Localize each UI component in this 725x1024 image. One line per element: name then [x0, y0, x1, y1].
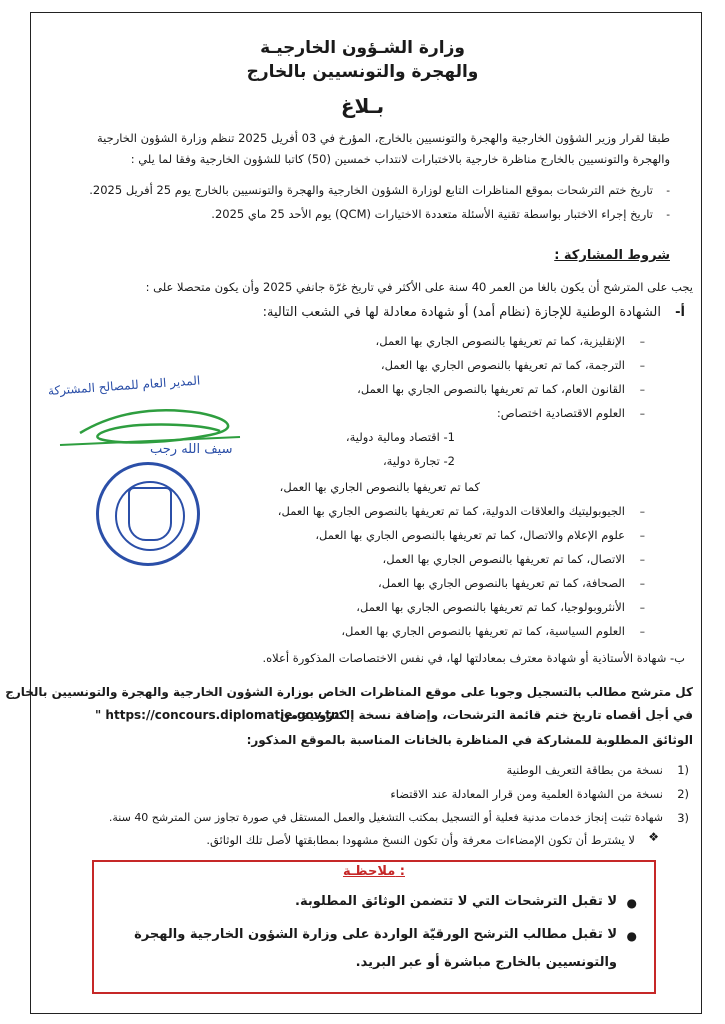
list-item: الصحافة، كما تم تعريفها بالنصوص الجاري بها العمل، — [378, 576, 625, 590]
intro-bullet1: تاريخ ختم الترشحات بموقع المناظرات التابع لوزارة الشؤون الخارجية والهجرة والتونسيين بالخارج يوم 25 أفريل 2025. — [89, 183, 653, 197]
official-stamp — [96, 462, 200, 566]
sub-item: 2- تجارة دولية، — [382, 454, 455, 468]
ministry-line2: والهجرة والتونسيين بالخارج — [246, 62, 479, 82]
list-dash: – — [639, 602, 645, 614]
list-item: الاتصال، كما تم تعريفها بالنصوص الجاري بها العمل، — [382, 552, 625, 566]
list-dash: – — [639, 360, 645, 372]
list-item: العلوم السياسية، كما تم تعريفها بالنصوص الجاري بها العمل، — [341, 624, 625, 638]
registration-line3: الوثائق المطلوبة للمشاركة في المناظرة بالخانات المناسبة بالموقع المذكور: — [246, 733, 693, 747]
notice-title: ملاحظـة : — [342, 864, 405, 879]
list-dash: – — [639, 384, 645, 396]
registration-line2: في أجل أقصاه تاريخ ختم قائمة الترشحات، وإضافة نسخة إلكترونية من — [279, 708, 693, 722]
list-item: الترجمة، كما تم تعريفها بالنصوص الجاري بها العمل، — [380, 358, 625, 372]
doc-number: 1) — [677, 763, 689, 777]
list-dash: – — [639, 626, 645, 638]
doc-item: نسخة من الشهادة العلمية ومن قرار المعادلة عند الاقتضاء — [390, 787, 663, 801]
bullet-icon: ● — [626, 929, 637, 943]
list-item: علوم الإعلام والاتصال، كما تم تعريفها بالنصوص الجاري بها العمل، — [315, 528, 625, 542]
intro-line2: والهجرة والتونسيين بالخارج مناظرة خارجية بالاختبارات لانتداب خمسين (50) كاتبا للشؤون الخارجية وفقا لما يلي : — [130, 152, 670, 166]
age-line: يجب على المترشح أن يكون بالغا من العمر 40 سنة على الأكثر في تاريخ غرّة جانفي 2025 وأن يكون متحصلا على : — [145, 280, 693, 294]
documents-note: لا يشترط أن تكون الإمضاءات معرفة وأن تكون النسخ مشهودا بمطابقتها لأصل تلك الوثائق. — [206, 833, 635, 847]
bullet-dash: - — [666, 209, 670, 221]
sub-item: 1- اقتصاد ومالية دولية، — [345, 430, 455, 444]
list-item: الأنثروبولوجيا، كما تم تعريفها بالنصوص الجاري بها العمل، — [356, 600, 625, 614]
notice-line1: لا تقبل الترشحات التي لا تتضمن الوثائق المطلوبة. — [295, 894, 617, 909]
registration-url: " https://concours.diplomatie.gov.tn " — [95, 708, 350, 722]
doc-item: شهادة تثبت إنجاز خدمات مدنية فعلية أو التسجيل بمكتب التشغيل والعمل المستقل في صورة تجاوز سن المترشح 40 سنة. — [108, 811, 663, 824]
list-dash: – — [639, 554, 645, 566]
doc-number: 2) — [677, 787, 689, 801]
intro-line1: طبقا لقرار وزير الشؤون الخارجية والهجرة والتونسيين بالخارج، المؤرخ في 03 أفريل 2025 تنظم وزارة الشؤون الخارجية — [96, 131, 670, 145]
list-dash: – — [639, 408, 645, 420]
list-dash: – — [639, 530, 645, 542]
list-item: الإنقليزية، كما تم تعريفها بالنصوص الجاري بها العمل، — [375, 334, 625, 348]
doc-title: بـلاغ — [340, 94, 385, 118]
list-dash: – — [639, 336, 645, 348]
list-dash: – — [639, 578, 645, 590]
signature-name: سيف الله رجب — [150, 442, 233, 457]
notice-line3: والتونسيين بالخارج مباشرة أو عبر البريد. — [355, 955, 617, 970]
conditions-heading: شروط المشاركة : — [554, 248, 670, 263]
sub-tail: كما تم تعريفها بالنصوص الجاري بها العمل، — [279, 480, 480, 494]
signature-title: المدير العام للمصالح المشتركة — [47, 373, 201, 398]
a-label: أ- — [675, 305, 685, 320]
intro-bullet2: تاريخ إجراء الاختبار بواسطة تقنية الأسئلة متعددة الاختيارات (QCM) يوم الأحد 25 ماي 2025. — [211, 207, 653, 221]
list-item: القانون العام، كما تم تعريفها بالنصوص الجاري بها العمل، — [357, 382, 625, 396]
diamond-bullet-icon: ❖ — [648, 830, 659, 844]
ministry-line1: وزارة الشـؤون الخارجيـة — [260, 38, 465, 58]
notice-line2: لا تقبل مطالب الترشح الورقيّة الواردة على وزارة الشؤون الخارجية والهجرة — [134, 927, 617, 942]
doc-number: 3) — [677, 811, 689, 825]
registration-line1: كل مترشح مطالب بالتسجيل وجوبا على موقع المناظرات الخاص بوزارة الشؤون الخارجية والهجرة والتونسيين بالخارج — [5, 685, 693, 699]
a-text: الشهادة الوطنية للإجازة (نظام أمد) أو شهادة معادلة لها في الشعب التالية: — [262, 305, 661, 320]
list-item: الجيوبوليتيك والعلاقات الدولية، كما تم تعريفها بالنصوص الجاري بها العمل، — [277, 504, 625, 518]
doc-item: نسخة من بطاقة التعريف الوطنية — [506, 763, 663, 777]
bullet-dash: - — [666, 185, 670, 197]
list-item: العلوم الاقتصادية اختصاص: — [496, 406, 625, 420]
bullet-icon: ● — [626, 896, 637, 910]
b-line: ب- شهادة الأستاذية أو شهادة معترف بمعادلتها لها، في نفس الاختصاصات المذكورة أعلاه. — [262, 651, 685, 665]
coat-of-arms-icon — [128, 487, 172, 541]
list-dash: – — [639, 506, 645, 518]
